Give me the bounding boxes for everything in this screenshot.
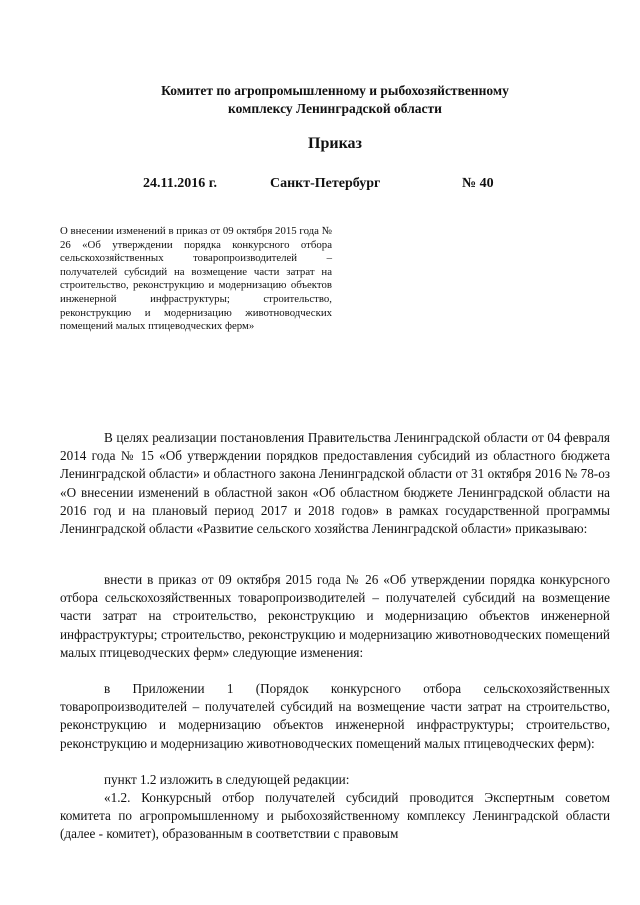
document-subject: О внесении изменений в приказ от 09 октября 2015 года № 26 «Об утверждении порядка конкурсного отбора сельскохозяйственных товаропроизводителей – получателей субсидий на возмещение части затрат на строительство, реконструкцию и модернизацию объектов инженерной инфраструктуры; строительство, реконструкцию и модернизацию животноводческих помещений малых птицеводческих ферм»: [60, 225, 332, 333]
document-type-title: Приказ: [308, 135, 362, 152]
paragraph-text: «1.2. Конкурсный отбор получателей субсидий проводится Экспертным советом комитета по агропромышленному и рыбохозяйственному комплексу Ленинградской области (далее - комитет), образованным в соответствии с правовым: [60, 790, 610, 842]
document-date: 24.11.2016 г.: [143, 176, 218, 191]
paragraph-text: в Приложении 1 (Порядок конкурсного отбора сельскохозяйственных товаропроизводителей – получателей субсидий на возмещение части затрат на строительство, реконструкцию и модернизацию объектов инженерной инфраструктуры; строительство, реконструкцию и модернизацию животноводческих помещений малых птицеводческих ферм):: [60, 681, 610, 751]
body-paragraph-point-1-2: [60, 789, 610, 844]
organization-name-line1: Комитет по агропромышленному и рыбохозяйственному: [161, 83, 509, 98]
paragraph-text: пункт 1.2 изложить в следующей редакции:: [104, 772, 350, 787]
body-paragraph-amend-order: [60, 571, 610, 662]
paragraph-text: В целях реализации постановления Правительства Ленинградской области от 04 февраля 2014 года № 15 «Об утверждении порядков предоставления субсидий из областного бюджета Ленинградской области» и областного закона Ленинградской области от 31 октября 2016 № 78-оз «О внесении изменений в областной закон «Об областном бюджете Ленинградской области на 2016 год и на плановый период 2017 и 2018 годов» в рамках государственной программы Ленинградской области «Развитие сельского хозяйства Ленинградской области» приказываю:: [60, 430, 610, 537]
document-number: № 40: [462, 176, 494, 191]
organization-header: [60, 82, 610, 118]
body-paragraph-point-intro: [60, 771, 610, 789]
document-city: Санкт-Петербург: [270, 176, 381, 191]
body-paragraph-appendix: [60, 680, 610, 753]
paragraph-text: внести в приказ от 09 октября 2015 года № 26 «Об утверждении порядка конкурсного отбора сельскохозяйственных товаропроизводителей – получателей субсидий на возмещение части затрат на строительство, реконструкцию и модернизацию объектов инженерной инфраструктуры; строительство, реконструкцию и модернизацию животноводческих помещений малых птицеводческих ферм» следующие изменения:: [60, 572, 610, 660]
organization-name-line2: комплексу Ленинградской области: [228, 101, 442, 116]
body-paragraph-preamble: [60, 429, 610, 538]
